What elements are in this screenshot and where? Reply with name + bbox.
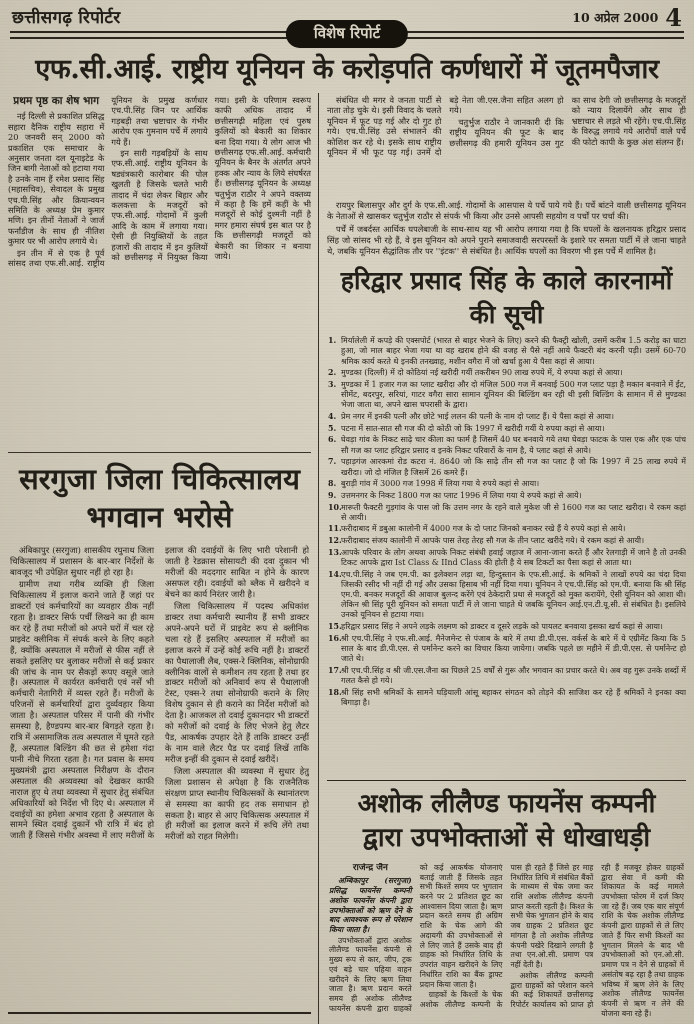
list-item: मिर्यालेली में कपड़े की एक्सपोर्ट (भारत से बाहर भेजने के लिए) करने की फैक्ट्री खोली, उसमें करीब 1.5 करोड़ का घाटा हुआ, जो माल बाहर भेजा गया था वह खराब होने की वजह से पैसे नहीं आये फैक्टरी बंद करनी पड़ी। उसमें 60-70 श्रमिक कार्य करते थे इनकी तनख्वाह, मशीन वगैरा में जो खर्चा हुआ ये पैसा कहां से आया। — [341, 336, 686, 366]
list-item: श्री सिंह सभी श्रमिकों के सामने घड़ियाली आंसू बहाकर संगठन को तोड़ने की साजिश कर रहे हैं श्रमिकों ने इनका क्या बिगाड़ा है। — [341, 687, 686, 707]
list-item: मुण्डका (दिल्ली) में दो कोठियां नई खरीदी गयीं तकरीबन 90 लाख रुपये में, ये रुपया कहां से आया। — [341, 368, 623, 378]
left-track — [4, 93, 318, 1024]
list-item: फरीदाबाद संजय कालोनी में आपके पास तेरह तेरह सौ गज के तीन प्लाट खरीदे गये। ये रकम कहां से आयी। — [341, 536, 645, 546]
finance-body-columns — [329, 863, 684, 1024]
list-item: घेवड़ा गांव के निकट साढ़े चार कीला का फार्म है जिसमें 40 घर बनवाये गये तथा घेवड़ा फाटक के पास एक और एक पांच सौ गज का प्लाट हरिद्वार प्रसाद व इनके निकट परिवारों के नाम है, ये प्लाट कहां से आये। — [341, 435, 686, 455]
finance-lead: अम्बिकापुर (सरगुजा) प्रसिद्ध फायनेंस कम्पनी अशोक फायनेंस कंपनी द्वारा उपभोक्ताओं को ऋण देने के बाद आवश्यक रूप से परेशान किया जाता है। — [329, 876, 412, 934]
body-paragraph: संबंधित थी मगर वे जनता पार्टी से नाता तोड़ चुके थे। इसी विवाद के चलते यूनियन में फूट पड़ गई और दो गुट हो गये। एच.पी.सिंह उसे संभालने की कोशिश कर रहे थे। इसके साथ राष्ट्रीय यूनियन में भी फूट पड़ गई। उनमें दो बड़े नेता जी.एस.जैना सहित अलग हो गये। — [327, 95, 564, 158]
paper-name: छत्तीसगढ़ रिपोर्टर — [12, 8, 121, 28]
section-badge: विशेष रिपोर्ट — [286, 20, 408, 48]
page-number: 4 — [665, 2, 682, 32]
lead-story-right-columns — [327, 95, 686, 197]
finance-headline-line1: अशोक लीलैण्ड फायनेंस कम्पनी — [357, 789, 656, 820]
body-paragraph: नई दिल्ली से प्रकाशित प्रसिद्ध सहारा दैनिक राष्ट्रीय सहारा में 20 जनवरी सन् 2000 को प्रकाशित एक समाचार के अनुसार जनता दल यूनाइटेड के जिन बागी नेताओं को हटाया गया है उनके नाम हैं रमेश प्रसाद सिंह (महासचिव), सेवादल के प्रमुख एच.पी.सिंह और क्रियान्वयन समिति के अध्यक्ष प्रेम कुमार मणि। इन तीनों नेताओं ने जार्ज फर्नांडीज के साथ ही नीतिश कुमार पर भी आरोप लगाये थे। — [8, 111, 105, 247]
body-paragraph: अशोक लीलैण्ड कम्पनी द्वारा ग्राहकों को परेशान करने की कई शिकायतें छत्तीसगढ़ रिपोर्टर कार्यालय को प्राप्त हो रही हैं मजबूर होकर ग्राहकों द्वारा सेवा में कमी की शिकायत के कई मामले उपभोक्ता फोरम में दर्ज किए जा रहे हैं। जब एक बार संपूर्ण राशि के चेक अशोक लीलैण्ड कंपनी द्वारा ग्राहकों से ले लिए जाते हैं फिर सभी किश्तों का भुगतान मिलने के बाद भी उपभोक्ताओं को एन.ओ.सी. प्रमाण पत्र न देने से ग्राहकों में असंतोष बढ़ रहा है तथा ग्राहक भविष्य में ऋण लेने के लिए अशोक लीलैण्ड फायनेंस कंपनी से ऋण न लेने की योजना बना रहे हैं। — [510, 862, 684, 1018]
list-item: उत्तमनगर के निकट 1800 गज का प्लाट 1996 में लिया गया ये रुपये कहां से आये। — [341, 490, 582, 500]
right-track — [318, 93, 690, 1024]
body-paragraph: चतुर्भुज राठौर ने जानकारी दी कि राष्ट्रीय यूनियन की फूट के बाद छत्तीसगढ़ की हमारी यूनियन उस गुट का साथ देगी जो छत्तीसगढ़ के मजदूरों को न्याय दिलायेंगे और साथ ही भ्रष्टाचार से लड़ते भी रहेंगे। एच.पी.सिंह के विरुद्ध लगाये गये आरोपों वाले पर्चे की फोटो कापी के कुछ अंश संलग्न हैं। — [449, 95, 686, 148]
hospital-headline-line2: भगवान भरोसे — [86, 499, 233, 534]
hospital-headline-line1: सरगुजा जिला चिकित्सालय — [19, 462, 300, 496]
list-item: हरिद्वार प्रसाद सिंह ने अपने लड़के लक्ष्मण को डाक्टर व दूसरे लड़के को पायलट बनवाया इसका खर्च कहां से आया। — [341, 622, 663, 632]
kale-karname-list — [327, 336, 686, 774]
finance-headline — [329, 788, 684, 856]
body-paragraph: उपभोक्ताओं द्वारा अशोक लीलैण्ड फायनेंस कंपनी से मुख्य रूप से कार, जीप, ट्रक एवं बड़े चार पहिया वाहन खरीदने के लिए ऋण लिया जाता है। ऋण प्रदान करते समय ही अशोक लीलैण्ड फायनेंस कंपनी द्वारा ग्राहकों को कई आकर्षक योजनाएं बताई जाती हैं जिसके तहत सभी किश्तें समय पर भुगतान करने पर 2 प्रतिशत छूट का आश्वासन दिया जाता है। ऋण प्रदान करते समय ही अग्रिम राशि के चेक आगे की अदायगी की उपभोक्ताओं से ले लिए जाते हैं उसके बाद ही ग्राहक को निर्धारित तिथि के उपरांत वाहन खरीदने के लिए निर्धारित राशि का बैंक ड्राफ्ट प्रदान किया जाता है। — [329, 862, 503, 1013]
list-item: श्री एच.पी.सिंह ने एफ.सी.आई. मैनेजमेन्ट से पंजाब के बारे में तथा डी.पी.एस. वर्कर्स के बारे में ये एग्रीमेंट किया कि 5 साल के बाद डी.पी.एस. से पर्मानेन्ट करने का विचार किया जायेगा। जबकि पहले छः महीने में डी.पी.एस. से पर्मानेन्ट हो जाते थे। — [341, 633, 686, 664]
article-hospital — [8, 452, 311, 1014]
byline: राजेन्द्र जैन — [352, 862, 388, 873]
body-paragraph: ग्राहकों के किश्तों के चेक अशोक लीलैण्ड कम्पनी के पास ही रहते हैं जिसे हर माह निर्धारित तिथि में संबंधित बैंकों के माध्यम से चेक जमा कर राशि अशोक लीलैण्ड कंपनी प्राप्त करती रहती है। किश्त के सभी चेक भुगतान होने के बाद जब ग्राहक 2 प्रतिशत छूट मांगता है तो अशोक लीलैण्ड कंपनी पखेरे दिखाने लगती है तथा एन.ओ.सी. प्रमाण पत्र नहीं देती है। — [419, 862, 594, 1009]
list-item: मुण्डका में 1 हजार गज का प्लाट खरीदा और दो मंजिल 500 गज में बनवाई 500 गज प्लाट पड़ा है मकान बनवाने में ईंट, सीमेंट, बदरपुर, सरियां, गाटर वगैरा सारा सामान यूनियन की बिल्डिंग बन रही थी इसी बिल्डिंग के सामान में से मुण्डका भेजा जाता था, अपने खास चपरासी के द्वारा। — [341, 380, 686, 410]
finance-headline-line2: द्वारा उपभोक्ताओं से धोखाधड़ी — [362, 823, 651, 854]
issue-date: 10 अप्रेल 2000 — [572, 10, 659, 25]
list-item: बुराड़ी गांव में 3000 गज 1998 में लिया गया ये रुपये कहां से आया। — [341, 479, 540, 489]
lead-story-left-columns — [8, 95, 311, 447]
bridge-paragraph: पर्चें में जबर्दस्त आर्थिक घपलेबाजी के साथ-साथ यह भी आरोप लगाया गया है कि घपलों के खलनायक हरिद्वार प्रसाद सिंह जो सांसद भी रहे हैं, वे इस यूनियन को अपने पुराने समाजवादी सरपरस्तों के इशारे पर समता पार्टी में ले जाना चाहते थे, जबकि यूनियन सैद्धांतिक तौर पर ''इंटक'' से संबंधित है। आर्थिक घपलों का विवरण भी इस पर्चे में शामिल है। — [327, 224, 686, 256]
body-paragraph: अंबिकापुर (सरगुजा) शासकीय रघुनाथ जिला चिकित्सालय में प्रशासन के बार-बार निर्देशों के बावजूद भी उपेक्षित सुधार नहीं हो रहा है। — [10, 545, 154, 578]
masthead-rule — [10, 24, 684, 42]
body-paragraph: इन सारी गड़बड़ियों के साथ एफ.सी.आई. राष्ट्रीय यूनियन के षड्यंत्रकारी कारोबार की पोल खुलती है जिसके चलते भारी तादाद में चंदा लेकर बिहार और कलकत्ता के मजदूरों को एफ.सी.आई. गोदामों में कुली आदि के काम में लगाया गया। ऐसी ही नियुक्तियों के तहत हजारों की तादाद में इन कुलियों को छत्तीसगढ़ में नियुक्त किया गया। इसी के परिणाम स्वरूप काफी अधिक तादाद में छत्तीसगढ़ी महिला एवं पुरुष कुलियों को बेकारी का शिकार बना दिया गया। ये लोग आज भी छत्तीसगढ़ एफ.सी.आई. कर्मचारी यूनियन के बैनर के अंतर्गत अपने हक्क और न्याय के लिये संघर्षरत हैं। छत्तीसगढ़ यूनियन के अध्यक्ष चतुर्भुज राठौर ने अपने वक्तव्य में कहा है कि हमें कहीं के भी मजदूरों से कोई दुश्मनी नहीं है मगर हमारा संघर्ष इस बात पर है कि छत्तीसगढ़ी मजदूरों को बेकारी का शिकार न बनाया जाये। — [111, 95, 311, 263]
list-item: एच.पी.सिंह ने जब एम.पी. का इलेक्शन लड़ा था, हिन्दुस्तान के एफ.सी.आई. के श्रमिकों ने लाखों रुपये का चंदा दिया जिसकी रसीद भी नहीं दी गई और उसका हिसाब भी नहीं दिया गया। यूनियन ने एच.पी.सिंह को एम.पी. बनाया कि श्री सिंह एम.पी. बनकर मजदूरों की आवाज बुलन्द करेंगे एवं ठेकेदारी प्रथा से मजदूरों को मुक्त करायेंगे, ऐसी यूनियन को आशा थी। लेकिन श्री सिंह पूरी यूनियन को समता पार्टी में ले जाना चाहते थे जबकि यूनियन आई.एन.टी.यू.सी. से संबंधित है। इसलिये उनको यूनियन से हटाया गया। — [341, 569, 686, 620]
body-paragraph: ग्रामीण तथा गरीब व्यक्ति ही जिला चिकित्सालय में इलाज कराने जाते हैं जहां पर डाक्टरों एवं कर्मचारियों का व्यवहार ठीक नहीं रहता है। डाक्टर सिर्फ पर्चीं लिखने का ही काम कर रहे हैं तथा मरीजों को अपने घरों में चल रहे प्राइवेट क्लीनिक में संपर्क करने के लिए कहते हैं, क्योंकि अस्पताल में मरीजों से फीस नहीं ले सकते इसलिए घर बुलाकर मरीजों से कई प्रकार की जांच के नाम पर सैकड़ों रूपए वसूले जाते हैं। अस्पताल में कार्यरत कर्मचारी एवं नर्सें भी कर्मचारी नेतागिरी में व्यस्त रहते हैं। मरीजों के परिजनों से कर्मचारियों द्वारा दुर्व्यवहार किया जाता है। अस्पताल परिसर में पानी की गंभीर समस्या है, हैण्डपम्प बार-बार बिगड़ते रहता है। रात्रि में असामाजिक तत्व अस्पताल में घूमते रहते हैं, अस्पताल बिल्डिंग की छत से हमेशा गंदा पानी नीचे गिरता रहता है। गत प्रवास के समय मुख्यमंत्री द्वारा अस्पताल निरीक्षण के दौरान अस्पताल की अव्यवस्था को देखकर काफी नाराज हुए थे तथा व्यवस्था में सुधार हेतु संबंधित अधिकारियों को निर्देश भी दिए थे। अस्पताल में दवाईयों का हमेशा अभाव रहता है अस्पताल के सामने स्थित दवाई दुकानें भी रात्रि में बंद हो जाती हैं जिससे गंभीर अवस्था में लाए मरीजों के इलाज की दवाईयों के लिए भारी परेशानी हो जाती है रेडक्रास सोसायटी की दवा दुकान भी मरीजों की मददगार साबित न होने के कारण असफल रही। दवाईयों को ब्लैक में खरीदने व बेचने का कार्य निरंतर जारी है। — [10, 545, 309, 841]
date-block — [572, 2, 682, 32]
hospital-headline — [10, 461, 309, 536]
continuation-label: प्रथम पृष्ठ का शेष भाग — [13, 95, 100, 107]
list-item: आपके परिवार के लोग अथवा आपके निकट संबंधी हवाई जहाज में आना-जाना करते हैं और रेलगाड़ी में जाने है तो उनकी टिकट आपके द्वारा Ist Class & IInd Class की होती है ये सब टिकटों का पैसा कहां से आता था। — [341, 547, 686, 568]
list-item: श्री एच.पी.सिंह व श्री जी.एस.जैना का पिछले 25 वर्षों से गुरू और भगवान का प्रचार करते थे। अब वह गुरू उनके शब्दों में गलत कैसे हो गये। — [341, 665, 686, 686]
body-paragraph: जिला अस्पताल की व्यवस्था में सुधार हेतु जिला प्रशासन से अपेक्षा है कि राजनैतिक संरक्षण प्राप्त स्थानीय चिकित्सकों के स्थानांतरण से समस्या का काफी हद तक समाधान हो सकता है। बाहर से आए चिकित्सक अस्पताल में ही मरीजों का इलाज करने में रूचि लेंगे तथा मरीजों को राहत मिलेगी। — [165, 765, 309, 842]
lead-headline: एफ.सी.आई. राष्ट्रीय यूनियन के करोड़पति कर्णधारों में जूतमपैजार — [35, 54, 659, 85]
list-item: पहाड़गंज आरकमां रोड कटरा नं. 8640 जो कि साढ़े तीन सौ गज का प्लाट है जो कि 1997 में 25 लाख रुपये में खरीदा। जो दो मंजिल है जिसमें 26 कमरे हैं। — [341, 457, 686, 477]
masthead — [0, 0, 694, 42]
list-item: प्रेम नगर में इनकी पत्नी और छोटे भाई ललन की पत्नी के नाम दो प्लाट हैं। ये पैसा कहां से आया। — [341, 412, 614, 422]
list-item: मारूती फैक्टरी गुड़गांव के पास जो कि उत्तम नगर के रहने वाले मुकेश जी से 1600 गज का प्लाट खरीदा। ये रकम कहां से आयी। — [341, 502, 686, 522]
page-body — [0, 93, 694, 1024]
kale-karname-heading: हरिद्वार प्रसाद सिंह के काले कारनामों की सूची — [340, 266, 673, 330]
body-paragraph: इन तीन में से एक है पूर्व सांसद तथा एफ.सी.आई. राष्ट्रीय यूनियन के प्रमुख कर्णधार एच.पी.सिंह जिन पर आर्थिक गड़बड़ी तथा भ्रष्टाचार के गंभीर आरोप एक गुमनाम पर्चे में लगाये गये हैं। — [8, 95, 208, 269]
article-finance — [327, 780, 686, 1024]
list-item: फरीदाबाद में डबुआ कालोनी में 4000 गज के दो प्लाट जिनको बनाकर रखे हैं ये रुपये कहां से आये। — [341, 524, 626, 534]
body-paragraph: जिला चिकित्सालय में पदस्थ अधिकांश डाक्टर तथा कर्मचारी स्थानीय हैं सभी डाक्टर अपने-अपने घरों में प्राइवेट रूप से क्लीनिक चला रहे हैं इसलिए अस्पताल में मरीजों का इलाज करने में उन्हें कोई रूचि नहीं है। डाक्टरों का पैथालाजी लैब, एक्स-रे क्लिनिक, सोनोग्राफी क्लीनिक वालों से कमीशन तय रहता है तथा हर डाक्टर मरीजों को अनिवार्य रूप से पैथालाजी टेस्ट, एक्स-रे तथा सोनोग्राफी कराने के लिए विशेष दुकान से ही कराने का निर्देश मरीजों को देता है। आजकल तो दवाई दुकानदार भी डाक्टरों को मरीजों को दवाई के लिए भेजने हेतु लैटर पैड, आकर्षक उपहार देते हैं ताकि डाक्टर उन्हीं के नाम वाले लैटर पैड पर दवाई लिखें ताकि मरीज इन्हीं की दुकान से दवाई खरीदें। — [165, 600, 309, 764]
bridge-paragraph: रायपुर बिलासपुर और दुर्ग के एफ.सी.आई. गोदामों के आसपास ये पर्चे पाये गये हैं। पर्चे बांटने वाली छत्तीसगढ़ यूनियन के नेताओं से खासकर चतुर्भुज राठौर से संपर्क भी किया और उनसे आपसी सहयोग व पर्चों पर चर्चा की। — [327, 200, 686, 221]
hospital-body-columns — [10, 545, 309, 993]
list-item: पटना में सात-सात सौ गज की दो कोठी जो कि 1997 में खरीदी गयीं ये रुपया कहां से आया। — [341, 423, 605, 433]
